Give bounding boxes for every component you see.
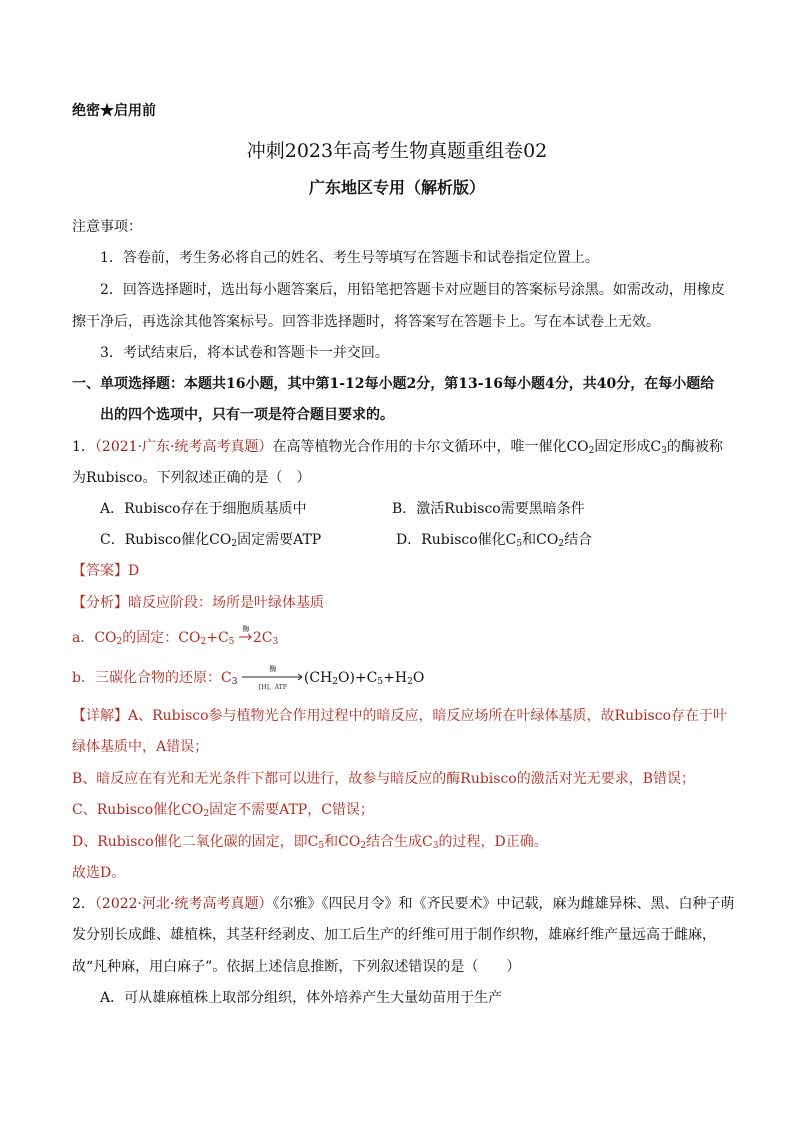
subscript: 3 [432, 841, 439, 851]
q1-option-d [396, 530, 592, 550]
equation-text: O)+C [338, 670, 378, 686]
subscript: 2 [200, 637, 207, 647]
detail-text: C、Rubisco催化CO [72, 802, 204, 818]
q1-number: 1． [72, 439, 95, 455]
q1-conclusion: 故选D。 [72, 865, 126, 881]
subscript: 2 [558, 539, 565, 549]
detail-text: 结合生成C [366, 834, 433, 850]
detail-text: D、Rubisco催化二氧化碳的固定，即C [72, 834, 319, 850]
notice-item-2-line-1: 2．回答选择题时，选出每小题答案后，用铅笔把答题卡对应题目的答案标号涂黑。如需改动，用橡皮 [100, 282, 725, 298]
equation-text: (CH [303, 670, 333, 686]
reaction-arrow [239, 625, 253, 648]
detail-text: A、Rubisco参与植物光合作用过程中的暗反应，暗反应场所在叶绿体基质，故Rubisco存在于叶 [128, 708, 728, 724]
subscript: 3 [272, 637, 279, 647]
q1-detail-a-line-1 [72, 706, 727, 726]
q1-stem-line-1 [72, 437, 723, 457]
subscript: 2 [203, 809, 210, 819]
arrow-label: [H]、ATP [258, 684, 287, 691]
notice-item-1: 1．答卷前，考生务必将自己的姓名、考生号等填写在答题卡和试卷指定位置上。 [100, 250, 599, 266]
subscript: 2 [407, 677, 413, 687]
arrow-label: 酶 [269, 665, 277, 673]
q2-number: 2． [72, 896, 95, 912]
q1-answer: 【答案】D [72, 563, 140, 579]
subscript: 5 [228, 637, 235, 647]
q1-equation-b [72, 665, 425, 691]
detail-text: 固定不需要ATP，C错误； [209, 802, 374, 818]
page-title: 冲刺2023年高考生物真题重组卷02 [246, 140, 548, 162]
equation-text: b．三碳化合物的还原：C [72, 670, 232, 686]
equation-text: a．CO [72, 630, 117, 646]
q2-stem-line-1 [72, 894, 734, 914]
page-subtitle: 广东地区专用（解析版） [308, 178, 485, 197]
q2-option-a: A．可从雄麻植株上取部分组织，体外培养产生大量幼苗用于生产 [100, 990, 503, 1006]
equation-text: +C [206, 630, 229, 646]
analysis-text: 暗反应阶段：场所是叶绿体基质 [128, 595, 324, 611]
reaction-arrow [242, 665, 304, 691]
subscript: 2 [116, 637, 123, 647]
subscript: 5 [318, 841, 325, 851]
section-heading-line-1: 一、单项选择题：本题共16小题，其中第1-12每小题2分，第13-16每小题4分，共40分，在每小题给 [72, 376, 715, 392]
arrow-label: 酶 [242, 625, 250, 633]
section-heading-line-2: 出的四个选项中，只有一项是符合题目要求的。 [100, 407, 394, 423]
notice-item-3: 3．考试结束后，将本试卷和答题卡一并交回。 [100, 345, 389, 361]
q1-detail-d [72, 832, 548, 852]
equation-text: 2C [252, 630, 273, 646]
q1-equation-a [72, 625, 279, 648]
analysis-label: 【分析】 [72, 595, 128, 611]
option-text: 结合 [564, 532, 593, 548]
q1-stem-part: 的酶被称 [666, 439, 723, 455]
option-text: C．Rubisco催化CO [100, 532, 232, 548]
subscript: 5 [377, 677, 384, 687]
q1-analysis [72, 593, 324, 613]
q2-source: （2022·河北·统考高考真题） [94, 896, 273, 912]
option-text: 固定需要ATP [237, 532, 322, 548]
q1-stem-line-2: 为Rubisco。下列叙述正确的是（ ） [72, 470, 311, 486]
detail-text: 和CO [324, 834, 361, 850]
subscript: 2 [360, 841, 367, 851]
q2-stem-part: 《尔雅》《四民月令》和《齐民要术》中记载，麻为雌雄异株、黑、白种子萌 [272, 896, 735, 912]
detail-text: 的过程，D正确。 [438, 834, 548, 850]
subscript: 3 [661, 446, 667, 456]
equation-text: +H [383, 670, 408, 686]
q2-stem-line-2: 发分别长成雌、雄植株，其茎秆经剥皮、加工后生产的纤维可用于制作织物，雄麻纤维产量远高于雌麻， [72, 927, 716, 943]
q2-stem-line-3: 故“凡种麻，用白麻子”。依据上述信息推断，下列叙述错误的是（ ） [72, 959, 521, 975]
q1-stem-part: 在高等植物光合作用的卡尔文循环中，唯一催化CO [272, 439, 589, 455]
detail-label: 【详解】 [72, 708, 128, 724]
notice-heading: 注意事项： [72, 219, 142, 235]
q1-stem-part: 固定形成C [594, 439, 662, 455]
q1-detail-a-line-2: 绿体基质中，A错误； [72, 739, 209, 755]
q1-detail-c [72, 800, 374, 820]
subscript: 3 [231, 677, 238, 687]
notice-item-2-line-2: 擦干净后，再选涂其他答案标号。回答非选择题时，将答案写在答题卡上。写在本试卷上无效。 [72, 314, 660, 330]
option-text: 和CO [522, 532, 559, 548]
q1-option-c [100, 530, 321, 550]
subscript: 2 [231, 539, 238, 549]
equation-text: 的固定：CO [122, 630, 201, 646]
subscript: 2 [332, 677, 338, 687]
equation-text: O [412, 670, 425, 686]
q1-detail-b: B、暗反应在有光和无光条件下都可以进行，故参与暗反应的酶Rubisco的激活对光无要求，B错误； [72, 771, 696, 787]
secret-label: 绝密★启用前 [72, 103, 156, 119]
subscript: 5 [516, 539, 523, 549]
q1-option-b: B．激活Rubisco需要黑暗条件 [392, 501, 585, 517]
q1-option-a: A．Rubisco存在于细胞质基质中 [100, 501, 307, 517]
option-text: D．Rubisco催化C [396, 532, 517, 548]
subscript: 2 [588, 446, 595, 456]
q1-source: （2021·广东·统考高考真题） [94, 439, 273, 455]
